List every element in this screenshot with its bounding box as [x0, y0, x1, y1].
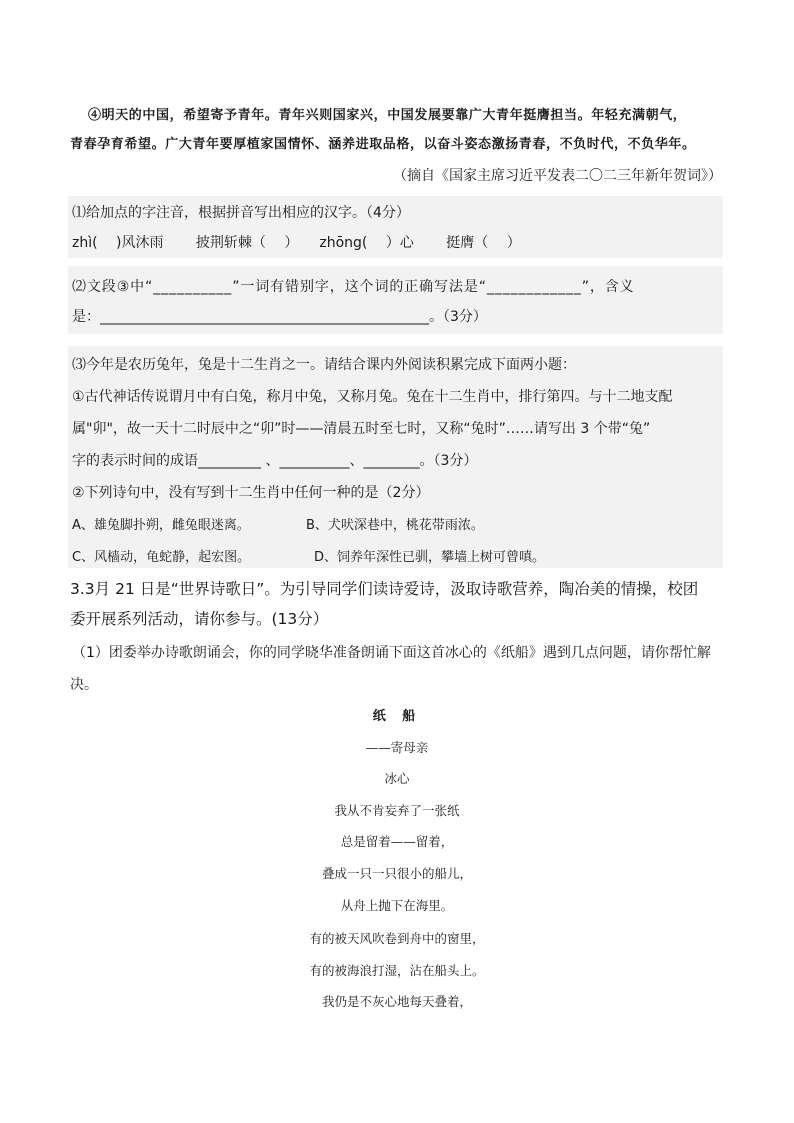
poem-line: 有的被海浪打湿，沾在船头上。 [309, 963, 485, 978]
poem-line: 从舟上抛下在海里。 [340, 898, 454, 913]
poem-line: 我从不肯妄弃了一张纸 [334, 803, 460, 818]
q3-sub1-line-1: ①古代神话传说谓月中有白兔，称月中兔，又称月兔。兔在十二生肖中，排行第四。与十二地支配 [72, 389, 673, 405]
q3-sub1-line-3: 字的表示时间的成语_________ 、__________、________。（3分） [72, 453, 478, 469]
poem-line: 总是留着——留着， [340, 834, 454, 849]
q3-option-a: A、雄兔脚扑朔，雌兔眼迷离。 [72, 518, 250, 533]
passage-source: （摘自《国家主席习近平发表二〇二三年新年贺词》） [393, 168, 722, 184]
q3-title: ⑶今年是农历兔年，兔是十二生肖之一。请结合课内外阅读积累完成下面两小题： [72, 357, 576, 373]
q1-title: ⑴给加点的字注音，根据拼音写出相应的汉字。（4分） [72, 205, 410, 221]
passage-line-1: ④明天的中国，希望寄予青年。青年兴则国家兴，中国发展要靠广大青年挺膺担当。年轻充满朝气， [88, 108, 687, 123]
q3-option-c: C、风樯动，龟蛇静，起宏图。 [72, 550, 251, 565]
poem-line: 我仍是不灰心地每天叠着， [321, 994, 472, 1009]
section3-sub1-line-1: （1）团委举办诗歌朗诵会，你的同学晓华准备朗诵下面这首冰心的《纸船》遇到几点问题，请你帮忙解 [72, 645, 711, 661]
q1-items: zhì( )风沐雨 披荆斩棘（ ） zhōng( ）心 挺膺（ ） [72, 235, 521, 251]
q3-sub2-title: ②下列诗句中，没有写到十二生肖中任何一种的是（2分） [72, 485, 430, 501]
passage-line-2: 青春孕育希望。广大青年要厚植家国情怀、涵养进取品格，以奋斗姿态激扬青春，不负时代，不负华年。 [70, 137, 696, 152]
poem-author: 冰心 [384, 771, 410, 786]
section3-sub1-line-2: 决。 [70, 677, 98, 693]
poem-subtitle: ——寄母亲 [365, 740, 429, 755]
poem-line: 有的被天风吹卷到舟中的窗里， [309, 931, 485, 946]
section3-line-2: 委开展系列活动，请你参与。(13分） [70, 610, 329, 628]
section3-line-1: 3.3月 21 日是“世界诗歌日”。为引导同学们读诗爱诗，汲取诗歌营养，陶冶美的情操，校团 [70, 580, 699, 598]
q3-option-b: B、犬吠深巷中，桃花带雨浓。 [306, 518, 484, 533]
q2-line-1: ⑵文段③中“__________”一词有错别字，这个词的正确写法是“____________”，含义 [72, 279, 635, 295]
q3-option-d: D、饲养年深性已驯，攀墙上树可曾嗔。 [314, 550, 546, 565]
q2-line-2: 是：_______________________________________________。（3分） [72, 309, 487, 325]
poem-title: 纸 船 [372, 709, 422, 724]
poem-line: 叠成一只一只很小的船儿， [321, 866, 472, 881]
q3-sub1-line-2: 属"卯"，故一天十二时辰中之“卯”时——清晨五时至七时，又称“兔时”……请写出 3 个带“兔” [72, 421, 651, 437]
